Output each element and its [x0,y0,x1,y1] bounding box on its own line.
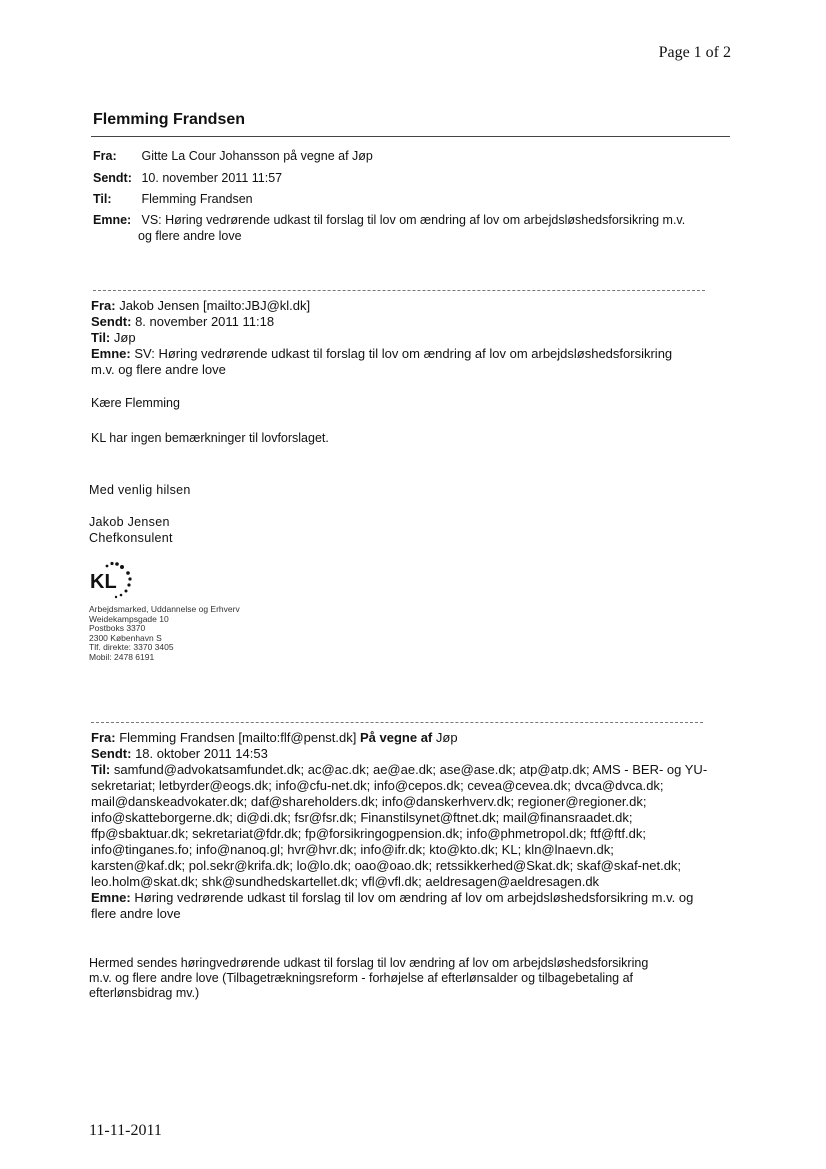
msg1-closing: Med venlig hilsen [89,483,191,497]
kl-address-dept: Arbejdsmarked, Uddannelse og Erhverv [89,604,240,614]
kl-logo [89,560,149,604]
msg1-from-row [91,298,711,314]
msg1-from-value: Jakob Jensen [mailto:JBJ@kl.dk] [119,298,311,313]
header-sent-row [93,170,282,187]
kl-address-street: Weidekampsgade 10 [89,613,169,624]
msg1-to-row [91,330,711,346]
msg2-to-line-5: ffp@sbaktuar.dk; sekretariat@fdr.dk; fp@forsikringogpension.dk; info@phmetropol.dk; ftf@ftf.dk; [91,826,646,841]
msg1-from-label: Fra: [91,298,116,313]
msg2-to-line-4: info@skatteborgerne.dk; di@di.dk; fsr@fsr.dk; Finanstilsynet@ftnet.dk; mail@finansraadet.dk; [91,810,633,825]
header-subject-row [93,212,685,229]
msg2-to-line-8: leo.holm@skat.dk; shk@sundhedskartellet.dk; vfl@vfl.dk; aeldresagen@aeldresagen.dk [91,874,600,889]
msg1-sent-value: 8. november 2011 11:18 [135,314,275,329]
msg2-body-line-1: Hermed sendes høringvedrørende udkast til forslag til lov ændring af lov om arbejdsløshedsforsikring [89,956,649,970]
message-divider-1 [93,290,705,291]
title-divider [91,136,730,137]
header-to-value: Flemming Frandsen [141,192,253,206]
msg1-greeting: Kære Flemming [91,396,180,410]
msg1-subject-value: SV: Høring vedrørende udkast til forslag til lov om ændring af lov om arbejdsløshedsforsikring [134,346,673,361]
msg1-subject-row [91,346,711,362]
msg1-sent-label: Sendt: [91,314,132,329]
header-subject-label: Emne: [93,213,132,227]
msg2-to-line-2: sekretariat; letbyrder@eogs.dk; info@cfu-net.dk; info@cepos.dk; cevea@cevea.dk; dvca@dvca.dk; [91,778,664,793]
msg2-body-line-3: efterlønsbidrag mv.) [89,986,200,1000]
msg2-sent-row [91,746,711,762]
header-from-row [93,148,373,165]
msg1-to-value: Jøp [113,330,136,345]
msg2-subject-label: Emne: [91,890,131,905]
header-to-label: Til: [93,192,112,206]
msg2-sent-label: Sendt: [91,746,132,761]
msg1-subject-cont: m.v. og flere andre love [91,362,226,377]
msg1-body: KL har ingen bemærkninger til lovforslaget. [91,431,329,445]
header-subject-value: VS: Høring vedrørende udkast til forslag til lov om ændring af lov om arbejdsløshedsforsikring m.v. [141,213,686,227]
print-date: 11-11-2011 [89,1122,162,1139]
mailbox-owner-name: Flemming Frandsen [93,111,246,128]
page-number: Page 1 of 2 [658,44,731,61]
msg2-body-line-2: m.v. og flere andre love (Tilbagetrækningsreform - forhøjelse af efterlønsalder og tilbagebetaling af [89,971,634,985]
msg2-to-line-7: karsten@kaf.dk; pol.sekr@krifa.dk; lo@lo.dk; oao@oao.dk; retssikkerhed@Skat.dk; skaf@skaf-net.dk; [91,858,682,873]
msg2-subject-cont: flere andre love [91,906,181,921]
msg1-subject-label: Emne: [91,346,131,361]
msg2-sent-value: 18. oktober 2011 14:53 [135,746,268,761]
kl-address-phone: Tlf. direkte: 3370 3405 [89,642,174,652]
header-sent-label: Sendt: [93,171,132,185]
msg2-from-value: Flemming Frandsen [mailto:flf@penst.dk] [119,730,357,745]
kl-logo-dots-icon [89,560,149,604]
msg2-to-label: Til: [91,762,111,777]
msg2-on-behalf-value: Jøp [435,730,458,745]
msg1-signature-name: Jakob Jensen [89,515,170,529]
msg2-to-line-1: samfund@advokatsamfundet.dk; ac@ac.dk; ae@ae.dk; ase@ase.dk; atp@atp.dk; AMS - BER- og YU- [113,762,708,777]
kl-address-city: 2300 København S [89,632,162,643]
msg2-subject-row [91,890,731,906]
msg2-from-label: Fra: [91,730,116,745]
msg1-to-label: Til: [91,330,111,345]
kl-address-mobile: Mobil: 2478 6191 [89,651,155,662]
message-divider-2 [91,722,703,723]
msg1-sent-row [91,314,711,330]
msg2-on-behalf-label: På vegne af [360,730,433,745]
kl-address-pobox: Postboks 3370 [89,623,146,633]
header-from-value: Gitte La Cour Johansson på vegne af Jøp [141,149,373,163]
msg1-signature-title: Chefkonsulent [89,531,173,545]
kl-logo-text: KL [90,571,117,593]
msg2-to-row [91,762,731,778]
header-sent-value: 10. november 2011 11:57 [141,171,283,185]
header-from-label: Fra: [93,149,117,163]
header-to-row [93,191,253,208]
msg2-from-row [91,730,711,746]
msg2-body [89,956,689,1001]
header-subject-cont: og flere andre love [138,229,242,243]
msg2-subject-value: Høring vedrørende udkast til forslag til lov om ændring af lov om arbejdsløshedsforsikring m.v. og [134,890,694,905]
msg2-to-line-3: mail@danskeadvokater.dk; daf@shareholders.dk; info@danskerhverv.dk; regioner@regioner.dk; [91,794,647,809]
kl-address-block [89,605,240,662]
msg2-to-line-6: info@tinganes.fo; info@nanoq.gl; hvr@hvr.dk; info@ifr.dk; kto@kto.dk; KL; kln@lnaevn.dk; [91,842,614,857]
